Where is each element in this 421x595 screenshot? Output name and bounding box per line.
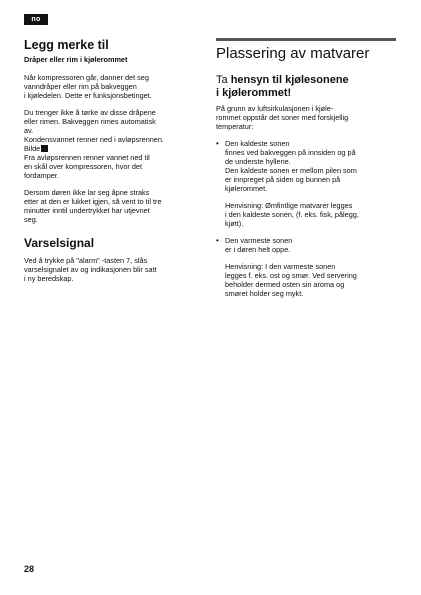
text-line: kjøtt). <box>225 219 244 228</box>
text-line: Henvisning: I den varmeste sonen <box>225 262 336 271</box>
text-line: er i døren helt oppe. <box>225 245 291 254</box>
subsection-title-kjolesoner <box>216 74 396 100</box>
text-line: i kjøledelen. Dette er funksjonsbetinget. <box>24 91 152 100</box>
section-title-legg-merke-til: Legg merke til <box>24 38 109 52</box>
text-line: Når kompressoren går, danner det seg <box>24 73 149 82</box>
figure-label: Bilde <box>24 144 41 153</box>
text-line: de underste hyllene. <box>225 157 291 166</box>
text-line: legges f. eks. ost og smør. Ved servering <box>225 271 357 280</box>
text-line: • Den varmeste sonen <box>225 236 293 245</box>
page-number: 28 <box>24 564 35 574</box>
text-line: Henvisning: Ømfintlige matvarer legges <box>225 201 353 210</box>
text-line: er innpreget på siden og bunnen på <box>225 175 341 184</box>
text-line: smøret holder seg mykt. <box>225 289 304 298</box>
paragraph-compressor <box>24 73 200 100</box>
text-line: vanndråper eller rim på bakveggen <box>24 82 137 91</box>
text-line: På grunn av luftsirkulasjonen i kjøle- <box>216 104 334 113</box>
subtitle-bold-1: hensyn til kjølesonene <box>230 74 349 86</box>
text-line: Du trenger ikke å tørke av disse dråpene <box>24 108 156 117</box>
text-line: seg. <box>24 215 38 224</box>
figure-icon <box>41 145 48 152</box>
text-line: i ny beredskap. <box>24 274 74 283</box>
text-line: Kondensvannet renner ned i avløpsrennen. <box>24 135 164 144</box>
text-line: varselsignalet av og indikasjonen blir satt <box>24 265 157 274</box>
list-item-coldest-zone <box>216 139 396 193</box>
text-line: Den kaldeste sonen er mellom pilen som <box>225 166 357 175</box>
text-line: finnes ved bakveggen på innsiden og på <box>225 148 356 157</box>
paragraph-defrost <box>24 108 200 180</box>
text-line: temperatur: <box>216 122 254 131</box>
language-badge: no <box>24 14 48 25</box>
subtitle-prefix: Ta <box>216 74 231 86</box>
text-line: eller rimen. Bakveggen rimes automatisk <box>24 117 156 126</box>
text-line: beholder dermed osten sin aroma og <box>225 280 345 289</box>
text-line: fordamper. <box>24 171 59 180</box>
note-warmest-zone <box>216 262 396 298</box>
text-line: Ved å trykke på "alarm" -tasten 7, slås <box>24 256 148 265</box>
text-line: minutter inntil undertrykket har utjevnet <box>24 206 150 215</box>
text-line: i den kaldeste sonen, (f. eks. fisk, pålegg, <box>225 210 359 219</box>
paragraph-intro <box>216 104 396 131</box>
text-line: kjølerommet. <box>225 184 268 193</box>
text-line: etter at den er lukket igjen, så vent to til tre <box>24 197 162 206</box>
section-title-plassering: Plassering av matvarer <box>216 45 370 62</box>
figure-reference <box>24 144 200 153</box>
list-item-warmest-zone <box>216 236 396 254</box>
text-line: rommet oppstår det soner med forskjellig <box>216 113 349 122</box>
text-line: av. <box>24 126 34 135</box>
paragraph-alarm <box>24 256 200 283</box>
subsection-title-drops: Dråper eller rim i kjølerommet <box>24 55 128 64</box>
left-column <box>24 38 200 283</box>
subtitle-bold-2: i kjølerommet! <box>216 87 292 99</box>
text-line: • Den kaldeste sonen <box>225 139 290 148</box>
text-line: Fra avløpsrennen renner vannet ned til <box>24 153 150 162</box>
section-rule <box>216 38 396 41</box>
section-title-varselsignal: Varselsignal <box>24 236 95 250</box>
paragraph-door <box>24 188 200 224</box>
note-coldest-zone <box>216 201 396 228</box>
right-column <box>216 38 396 298</box>
text-line: en skål over kompressoren, hvor det <box>24 162 143 171</box>
text-line: Dersom døren ikke lar seg åpne straks <box>24 188 150 197</box>
